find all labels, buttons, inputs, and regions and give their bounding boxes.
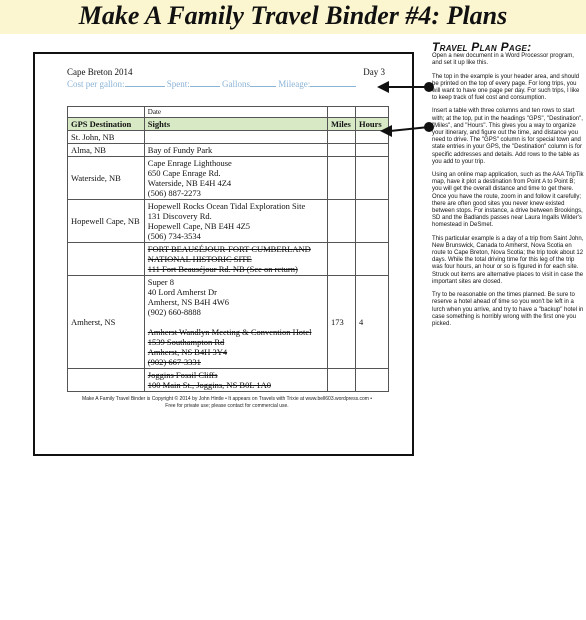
sight-line: 40 Lord Amherst Dr (147, 287, 217, 297)
sight-line: (506) 887-2273 (147, 188, 201, 198)
itinerary-table (67, 106, 389, 392)
sight-line: Cape Enrage Lighthouse (147, 158, 232, 168)
footer-line: Make A Family Travel Binder is Copyright © 2014 by John Hintle • It appears on Travels with Trixie at www.bell603.wordpress.com • (81, 396, 373, 402)
table-row (68, 200, 389, 243)
fuel-fields (67, 78, 385, 89)
struck-line: Amherst Wandlyn Meeting & Convention Hotel (147, 327, 312, 337)
destination-cell: Hopewell Cape, NB (68, 200, 145, 243)
date-label: Date (144, 107, 327, 118)
col-miles: Miles (328, 118, 356, 131)
table-row (68, 276, 389, 369)
banner-title: Make A Family Travel Binder #4: Plans (78, 1, 508, 30)
struck-line: FORT BEAUSÉJOUR-FORT CUMBERLAND (147, 244, 311, 254)
destination-cell: St. John, NB (68, 131, 145, 144)
struck-line: 100 Main St., Joggins, NS B0L 1A0 (147, 380, 271, 390)
destination-cell: Waterside, NB (68, 157, 145, 200)
instruction-paragraph: This particular example is a day of a trip from Saint John, New Brunswick, Canada to Amherst, Nova Scotia en route to Cape Breton, Nova Scotia; the trip took about 12 days. While the total driving time for this leg of the trip was four hours, an hour or so is figured in for each site. Struck out items are alternative places to visit in case the important sites are closed. (432, 235, 584, 285)
struck-line: NATIONAL HISTORIC SITE (147, 254, 252, 264)
struck-line: 1539 Southampton Rd (147, 337, 225, 347)
sight-line: Super 8 (147, 277, 175, 287)
instruction-paragraph: Insert a table with three columns and ten rows to start with; at the top, put in the headings "GPS", "Destination", "Miles", and "Hours". This gives you a way to organize your itinerary, and figure out the time, and distance you need to drive. The "GPS" column is for special town and state entries in your GPS, the "Destination" column is for specific addresses and details. Add rows to the table as you add to your trip. (432, 108, 583, 165)
table-row (68, 131, 389, 144)
sight-cell (144, 369, 327, 392)
sight-cell (144, 200, 327, 243)
table-row (68, 369, 389, 392)
sight-cell (144, 157, 327, 200)
footer-line: Free for private use; please contact for commercial use. (165, 403, 289, 409)
trip-name: Cape Breton 2014 (67, 67, 133, 77)
spent-label: Spent: (166, 79, 190, 89)
struck-line: 111 Fort Beauséjour Rd. NB (See on return) (147, 264, 298, 274)
destination-cell: Alma, NB (68, 144, 145, 157)
arrow-to-table-icon (378, 122, 435, 140)
sight-line: Amherst, NS B4H 4W6 (147, 297, 230, 307)
struck-line: Amherst, NS B4H 3Y4 (147, 347, 228, 357)
day-label: Day 3 (363, 67, 385, 77)
table-row (68, 157, 389, 200)
header-row (68, 118, 389, 131)
date-row (68, 107, 389, 118)
col-hours: Hours (356, 118, 389, 131)
sight-line: (506) 734-3534 (147, 231, 201, 241)
col-sights: Sights (144, 118, 327, 131)
sight-line: 650 Cape Enrage Rd. (147, 168, 221, 178)
sight-line: Hopewell Cape, NB E4H 4Z5 (147, 221, 251, 231)
copyright-footer (57, 396, 397, 410)
sight-line: (902) 660-8888 (147, 307, 201, 317)
instruction-paragraph: Open a new document in a Word Processor program, and set it up like this. (432, 53, 574, 67)
gallons-label: Gallons (222, 79, 251, 89)
instruction-paragraph: Using an online map application, such as the AAA TripTik map, have it plot a destination from Point A to Point B; you will get the overall distance and time to get there. Once you have the route, zoom in and follow it carefully; there are often good sites you never knew existed between stops. For instance, a drive between Brookings, SD and the Badlands passes near Laura Ingalls Wilder's homestead in DeSmet. (432, 172, 584, 229)
document-page (33, 52, 414, 456)
sight-line: 131 Discovery Rd. (147, 211, 212, 221)
title-banner (0, 0, 586, 34)
table-row (68, 144, 389, 157)
miles-cell: 173 (328, 276, 356, 369)
col-gps-destination: GPS Destination (68, 118, 145, 131)
table-row (68, 243, 389, 276)
struck-line: Joggins Fossil Cliffs (147, 370, 218, 380)
sight-cell (144, 243, 327, 276)
mileage-label: Mileage: (278, 79, 311, 89)
sight-line: Hopewell Rocks Ocean Tidal Exploration Site (147, 201, 306, 211)
hours-cell: 4 (356, 276, 389, 369)
document-header (67, 67, 385, 89)
destination-cell: Amherst, NS (68, 276, 145, 369)
instruction-paragraph: Try to be reasonable on the times planned. Be sure to reserve a hotel ahead of time so you won't be left in a lurch when you arrive, and try to have a "backup" hotel in case something is horribly wrong with the first one you picked. (432, 292, 584, 327)
struck-line: (902) 667-3331 (147, 357, 201, 367)
sight-cell: Bay of Fundy Park (144, 144, 327, 157)
instruction-paragraph: The top in the example is your header area, and should be printed on the top of every page. For long trips, you will want to have one page per day. For such trips, I like to keep track of fuel cost and consumption. (432, 73, 580, 102)
sight-line: Waterside, NB E4H 4Z4 (147, 178, 232, 188)
panel-heading: Travel Plan Page: (432, 40, 532, 54)
cost-per-gallon-label: Cost per gallon: (67, 79, 125, 89)
instructions-panel (432, 40, 584, 334)
arrow-to-header-icon (375, 78, 435, 96)
sight-cell (144, 276, 327, 369)
